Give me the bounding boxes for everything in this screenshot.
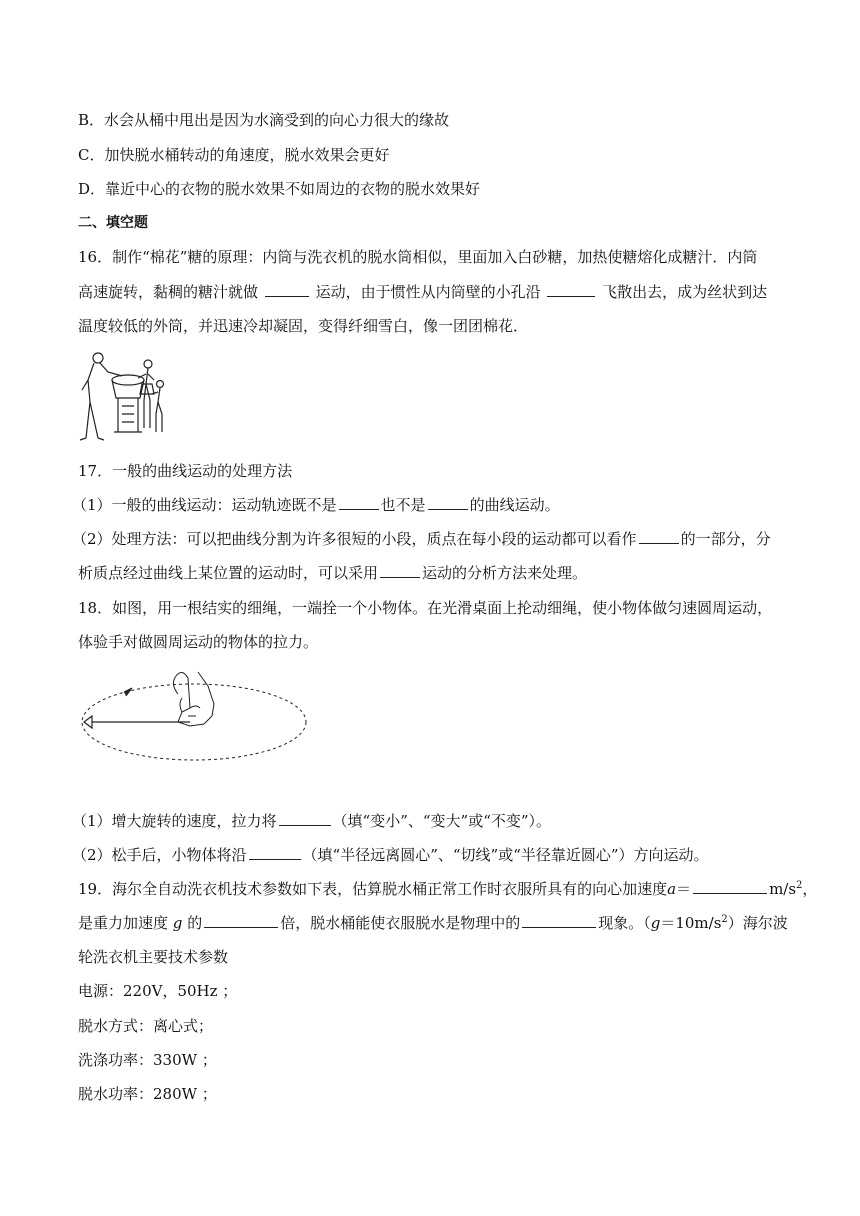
q19-text-c: 的	[187, 914, 203, 932]
q17-part1	[72, 495, 560, 515]
spec-dewater-power: 脱水功率：280W ；	[78, 1085, 217, 1103]
q17-p2-a: （2）处理方法：可以把曲线分割为许多很短的小段，质点在每小段的运动都可以看作	[72, 530, 637, 548]
q19-text-a: 19．海尔全自动洗衣机技术参数如下表，估算脱水桶正常工作时衣服所具有的向心加速度	[78, 880, 668, 898]
q17-p2-b: 的一部分，分	[680, 530, 771, 548]
q17-part2	[72, 529, 771, 549]
q18-p2-b: （填“半径远离圆心”、“切线”或“半径靠近圆心”）方向运动。	[302, 846, 709, 864]
answer-blank	[522, 913, 596, 928]
answer-blank	[693, 879, 767, 894]
section-heading: 二、填空题	[78, 215, 148, 231]
answer-blank	[380, 563, 420, 578]
unit-exponent: 2	[796, 880, 803, 891]
answer-blank	[204, 913, 278, 928]
comma: ，	[802, 880, 818, 898]
q19-line2	[78, 913, 788, 933]
answer-blank	[249, 845, 301, 860]
q18-p1-a: （1）增大旋转的速度，拉力将	[72, 812, 277, 830]
g-value: ＝10m/s	[660, 914, 722, 932]
q19-text-f: ）海尔波	[727, 914, 788, 932]
q18-p2-a: （2）松手后，小物体将沿	[72, 846, 247, 864]
q17-title: 17．一般的曲线运动的处理方法	[78, 462, 293, 480]
circular-motion-figure	[78, 664, 310, 774]
var-g-2: g	[650, 914, 661, 932]
q18-part1	[72, 811, 551, 831]
answer-blank	[265, 282, 309, 297]
q16-line2	[78, 282, 767, 302]
answer-blank	[639, 529, 679, 544]
q17-part3	[78, 563, 587, 583]
option-c: C．加快脱水桶转动的角速度，脱水效果会更好	[78, 146, 390, 164]
q18-line1: 18．如图，用一根结实的细绳，一端拴一个小物体。在光滑桌面上抡动细绳，使小物体做匀速圆周运动，	[78, 599, 773, 617]
option-b: B．水会从桶中甩出是因为水滴受到的向心力很大的缘故	[78, 111, 450, 129]
q18-line2: 体验手对做圆周运动的物体的拉力。	[78, 633, 319, 651]
spec-wash-power: 洗涤功率：330W ；	[78, 1051, 217, 1069]
q19-line3: 轮洗衣机主要技术参数	[78, 948, 229, 966]
q16-text-a: 高速旋转，黏稠的糖汁就做	[78, 283, 259, 301]
q19-text-d: 倍，脱水桶能使衣服脱水是物理中的	[280, 914, 521, 932]
answer-blank	[339, 495, 379, 510]
q18-p1-b: （填“变小”、“变大”或“不变”）。	[332, 812, 552, 830]
q16-line3: 温度较低的外筒，并迅速冷却凝固，变得纤细雪白，像一团团棉花．	[78, 317, 529, 335]
unit: m/s	[769, 880, 797, 898]
answer-blank	[547, 282, 595, 297]
var-g: g	[172, 914, 183, 932]
var-a: a	[667, 880, 677, 898]
g-exponent: 2	[721, 914, 728, 925]
spec-power-supply: 电源：220V，50Hz ；	[78, 982, 238, 1000]
q17-p3-a: 析质点经过曲线上某位置的运动时，可以采用	[78, 564, 379, 582]
spec-dewater-mode: 脱水方式：离心式；	[78, 1017, 214, 1035]
q16-text-b: 运动，由于惯性从内筒壁的小孔沿	[315, 283, 541, 301]
q16-line1: 16．制作“棉花”糖的原理：内筒与洗衣机的脱水筒相似，里面加入白砂糖，加热使糖熔化成糖汁．内筒	[78, 248, 758, 266]
q19-text-b: 是重力加速度	[78, 914, 169, 932]
q17-p1-b: 也不是	[380, 496, 426, 514]
cotton-candy-machine-figure	[78, 350, 170, 444]
q17-p1-a: （1）一般的曲线运动：运动轨迹既不是	[72, 496, 337, 514]
answer-blank	[279, 811, 331, 826]
option-d: D．靠近中心的衣物的脱水效果不如周边的衣物的脱水效果好	[78, 180, 481, 198]
q19-text-e: 现象。（	[598, 914, 651, 932]
q17-p3-b: 运动的分析方法来处理。	[422, 564, 588, 582]
answer-blank	[428, 495, 468, 510]
q19-line1	[78, 879, 817, 899]
equals-sign: ＝	[676, 880, 692, 898]
q17-p1-c: 的曲线运动。	[469, 496, 560, 514]
q16-text-c: 飞散出去，成为丝状到达	[602, 283, 768, 301]
q18-part2	[72, 845, 709, 865]
